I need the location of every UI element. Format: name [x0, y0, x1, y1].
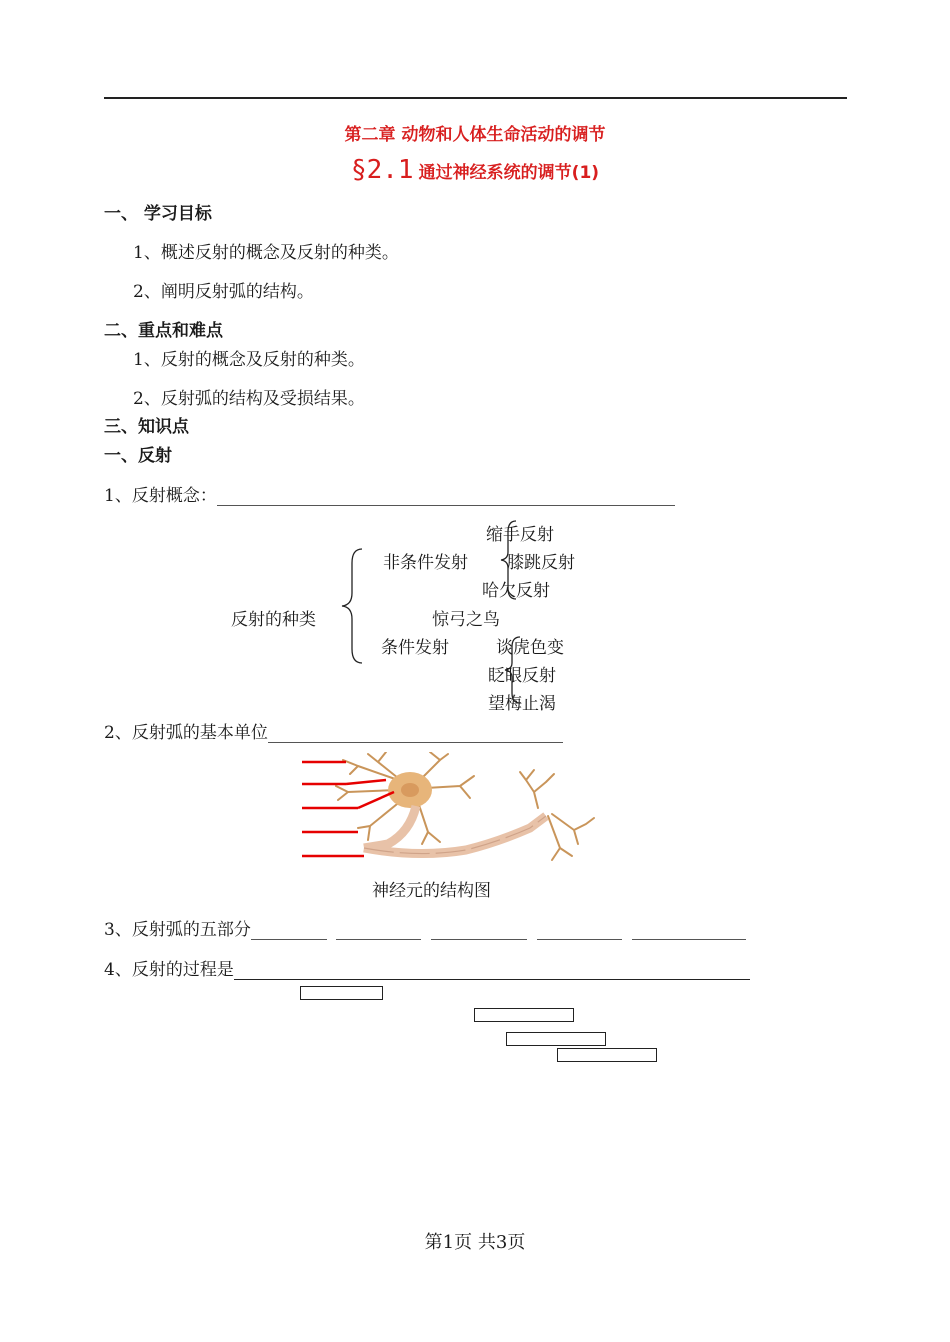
heading-learning-goals: 一、 学习目标 [104, 204, 212, 224]
goal-item: 2、阐明反射弧的结构。 [133, 282, 314, 302]
answer-box[interactable] [557, 1048, 657, 1062]
answer-blank[interactable] [537, 921, 622, 940]
brace-branch1 [498, 518, 520, 602]
heading-knowledge: 三、知识点 [104, 417, 189, 437]
question-label: 4、反射的过程是 [104, 960, 234, 980]
answer-blank[interactable] [268, 724, 563, 743]
classification-root: 反射的种类 [231, 610, 316, 630]
brace-branch2 [502, 634, 524, 706]
answer-blank[interactable] [336, 921, 421, 940]
reflex-example: 谈虎色变 [496, 638, 564, 658]
reflex-example: 缩手反射 [486, 525, 554, 545]
answer-blank[interactable] [632, 921, 746, 940]
answer-blank[interactable] [217, 487, 675, 506]
branch-unconditioned: 非条件发射 [383, 553, 468, 573]
section-number: §2.1 [350, 155, 414, 185]
question-label: 3、反射弧的五部分 [104, 920, 251, 940]
reflex-example: 眨眼反射 [488, 666, 556, 686]
question-reflex-process [104, 955, 750, 980]
footer-prefix: 第 [424, 1232, 443, 1253]
footer-middle: 页 共 [454, 1232, 496, 1253]
brace-left [338, 545, 368, 667]
reflex-example: 望梅止渴 [488, 694, 556, 714]
goal-item: 1、概述反射的概念及反射的种类。 [133, 243, 399, 263]
reflex-example: 哈欠反射 [482, 581, 550, 601]
section-title [0, 155, 950, 185]
current-page: 1 [442, 1232, 455, 1253]
header-rule [104, 97, 847, 99]
heading-reflex: 一、反射 [104, 446, 172, 466]
section-name: 通过神经系统的调节(1) [418, 163, 600, 183]
answer-blank[interactable] [234, 961, 750, 980]
key-point-item: 2、反射弧的结构及受损结果。 [133, 389, 365, 409]
key-point-item: 1、反射的概念及反射的种类。 [133, 350, 365, 370]
question-reflex-concept [104, 481, 675, 506]
branch-conditioned: 条件发射 [381, 638, 449, 658]
answer-box[interactable] [300, 986, 383, 1000]
heading-key-points: 二、重点和难点 [104, 321, 223, 341]
figure-caption: 神经元的结构图 [372, 881, 491, 901]
neuron-figure [298, 752, 598, 870]
answer-blank[interactable] [431, 921, 527, 940]
chapter-title: 第二章 动物和人体生命活动的调节 [344, 125, 606, 145]
answer-box[interactable] [474, 1008, 574, 1022]
question-basic-unit [104, 718, 563, 743]
total-pages: 3 [495, 1232, 508, 1253]
question-label: 1、反射概念： [104, 486, 217, 506]
reflex-example: 膝跳反射 [507, 553, 575, 573]
footer-suffix: 页 [507, 1232, 526, 1253]
question-five-parts [104, 915, 746, 940]
question-label: 2、反射弧的基本单位 [104, 723, 268, 743]
answer-blank[interactable] [251, 921, 327, 940]
page-footer [0, 1228, 950, 1254]
middle-example: 惊弓之鸟 [432, 610, 500, 630]
answer-box[interactable] [506, 1032, 606, 1046]
